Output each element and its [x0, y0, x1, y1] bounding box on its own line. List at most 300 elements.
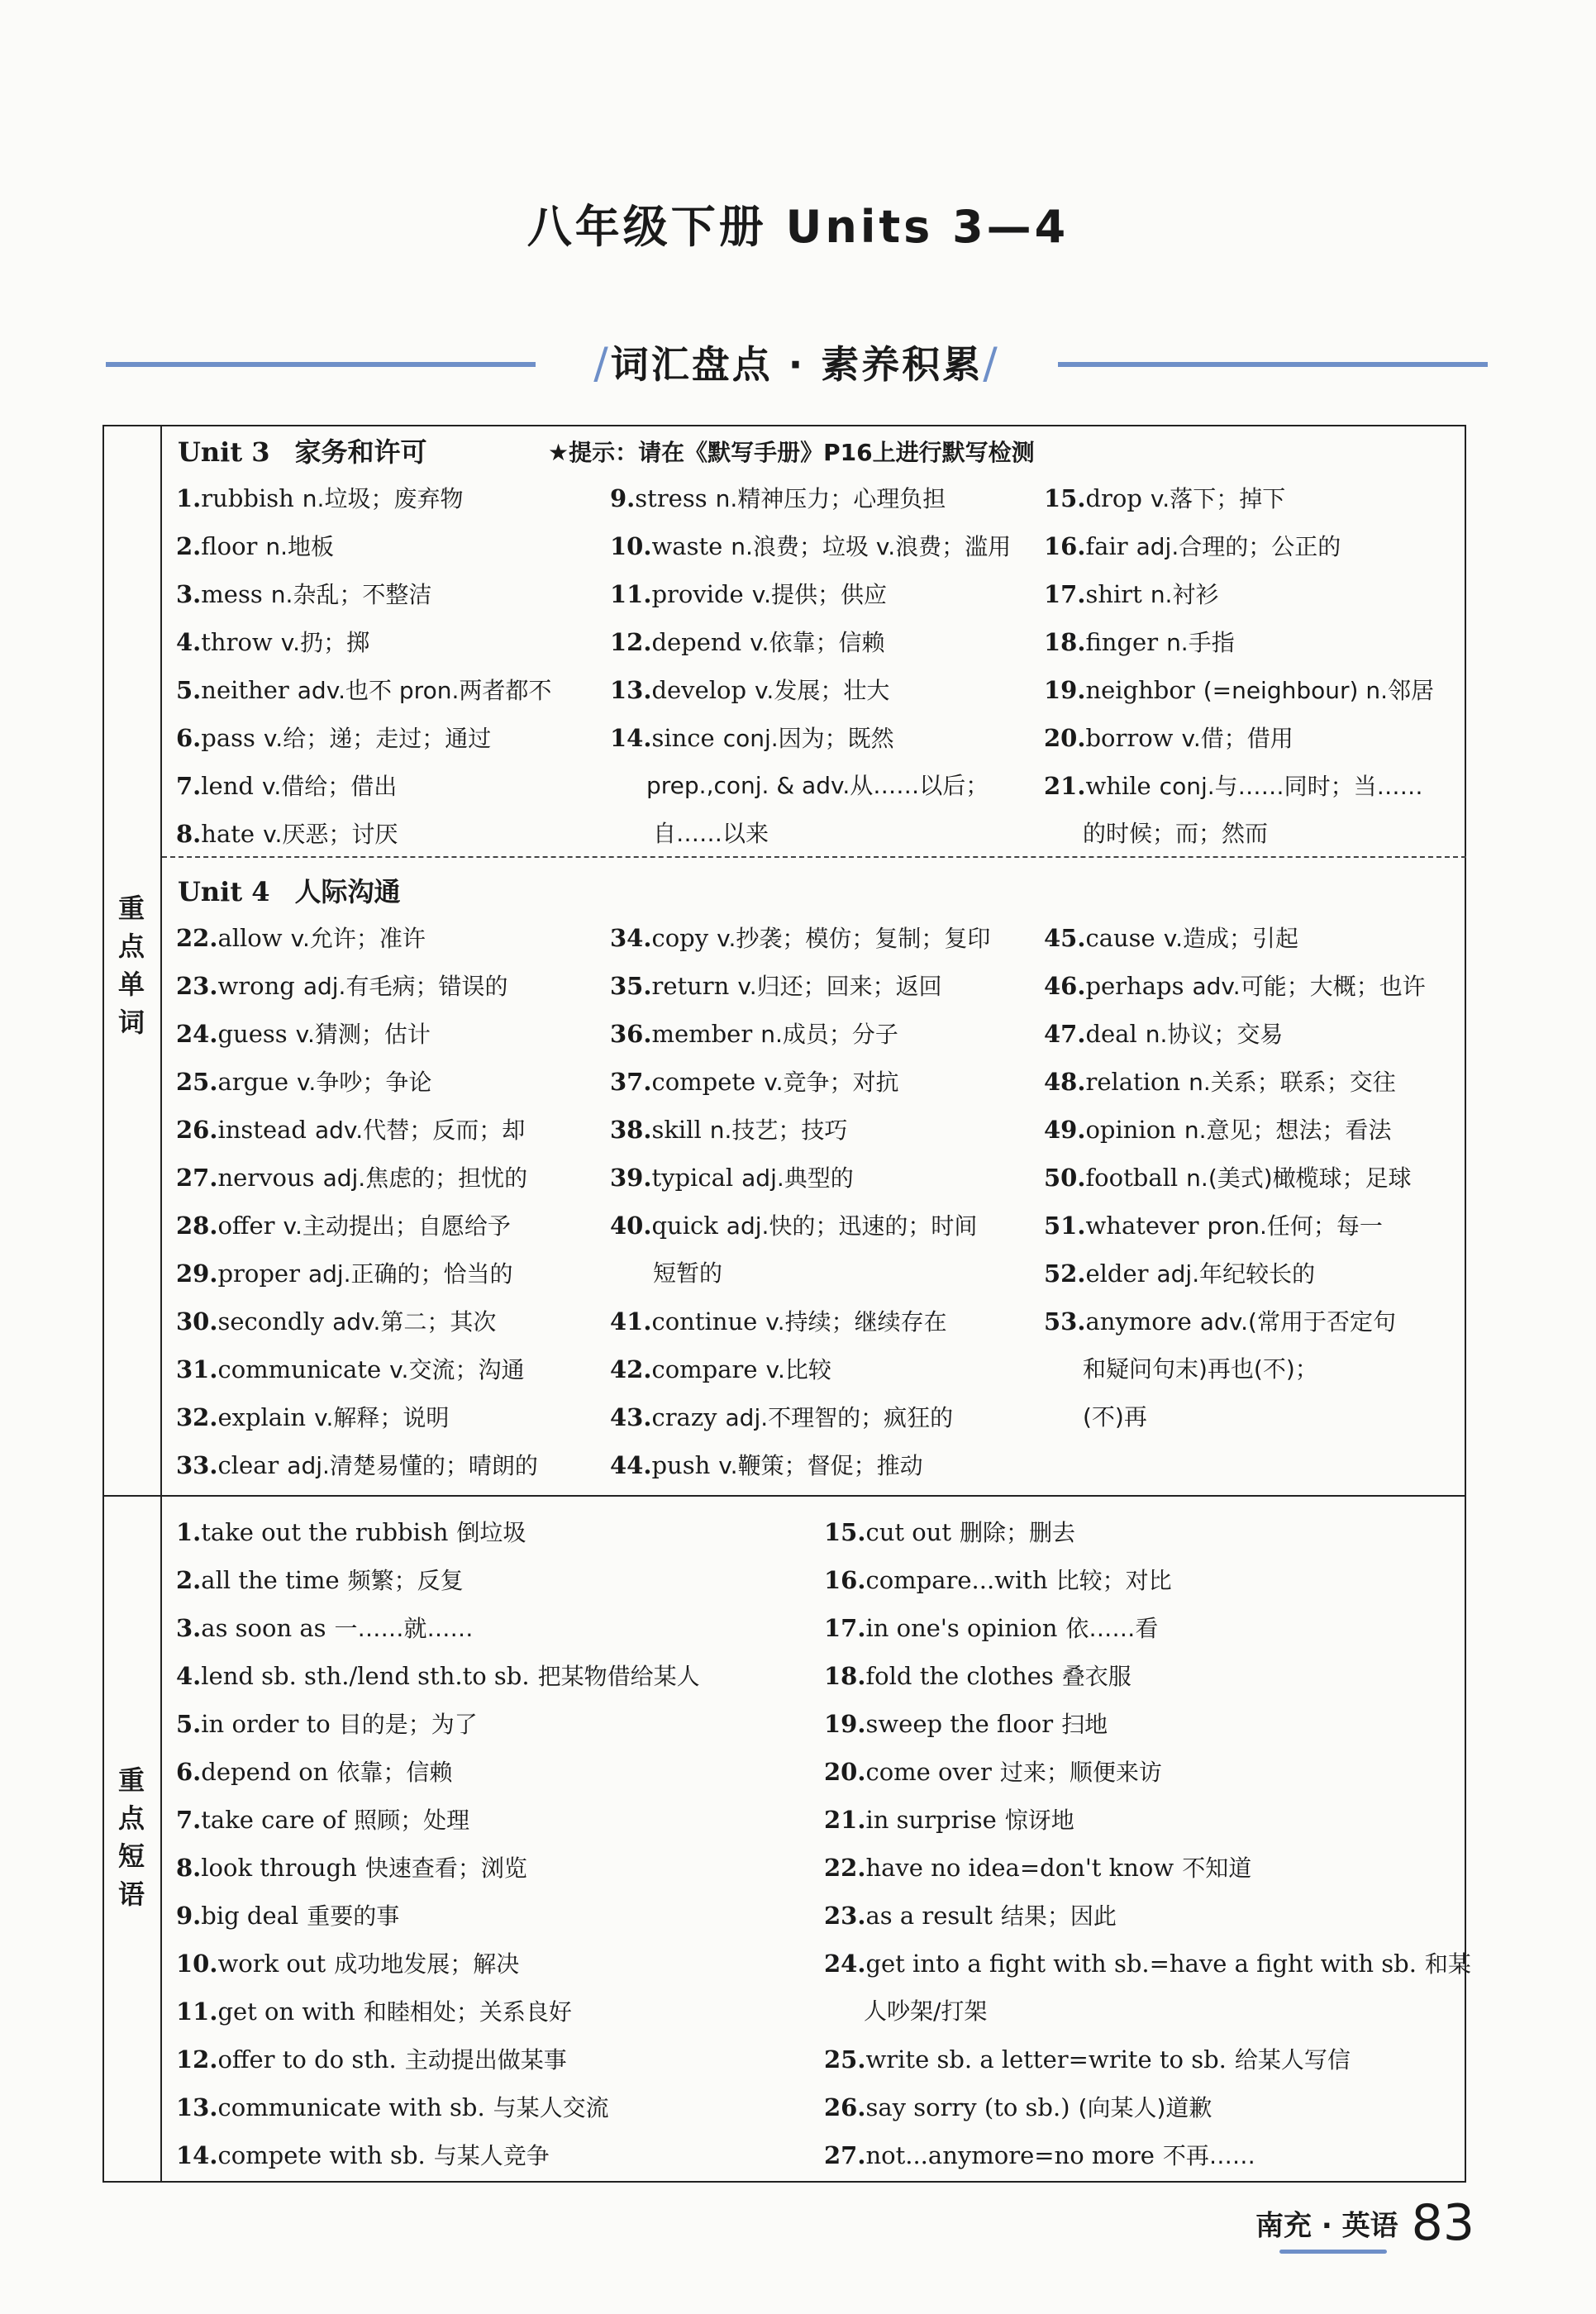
- entry-term: waste: [651, 532, 723, 560]
- entry-term: push: [651, 1451, 711, 1479]
- entry-item: [176, 618, 369, 667]
- entry-item: [176, 1844, 527, 1893]
- entry-continuation: 的时候；而；然而: [1083, 820, 1269, 847]
- entry-number: 26.: [824, 2093, 866, 2121]
- entry-definition: 快速查看；浏览: [364, 1855, 527, 1882]
- entry-definition: 惊讶地: [1004, 1807, 1074, 1834]
- entry-term: relation: [1085, 1068, 1181, 1096]
- entry-term: continue: [651, 1307, 758, 1336]
- entry-number: 19.: [1044, 676, 1086, 704]
- entry-number: 37.: [610, 1068, 652, 1096]
- entry-definition: adv.(常用于否定句: [1199, 1308, 1396, 1336]
- entry-item: [824, 1748, 1162, 1797]
- entry-definition: v.猜测；估计: [295, 1021, 431, 1048]
- entry-number: 50.: [1044, 1164, 1086, 1192]
- entry-term: offer: [217, 1212, 275, 1240]
- entry-term: get into a fight with sb.=have a fight with sb.: [865, 1950, 1417, 1978]
- entry-number: 27.: [824, 2141, 866, 2169]
- entry-definition: adj.快的；迅速的；时间: [726, 1212, 978, 1240]
- entry-item: [610, 714, 894, 763]
- entry-number: 12.: [610, 628, 652, 656]
- entry-number: 46.: [1044, 972, 1086, 1000]
- entry-number: 2.: [176, 1566, 202, 1594]
- entry-term: nervous: [217, 1164, 315, 1192]
- entry-term: neighbor: [1085, 676, 1195, 704]
- entry-item: [176, 2083, 609, 2132]
- entry-number: 11.: [176, 1997, 218, 2026]
- entry-item: [824, 2131, 1255, 2180]
- entry-definition: 频繁；反复: [347, 1567, 464, 1594]
- entry-item: [824, 1844, 1251, 1893]
- entry-item: [1044, 570, 1218, 619]
- entry-definition: v.主动提出；自愿给予: [283, 1212, 511, 1240]
- entry-item: [1044, 1202, 1383, 1250]
- entry-number: 44.: [610, 1451, 652, 1479]
- entry-number: 49.: [1044, 1116, 1086, 1144]
- entry-number: 14.: [176, 2141, 218, 2169]
- entry-number: 41.: [610, 1307, 652, 1336]
- entry-item: [1044, 962, 1426, 1011]
- entry-definition: v.发展；壮大: [755, 677, 890, 704]
- entry-definition: v.提供；供应: [751, 581, 888, 608]
- entry-item: [176, 1058, 431, 1107]
- entry-continuation: prep.,conj. & adv.从……以后；: [646, 772, 989, 799]
- entry-number: 48.: [1044, 1068, 1086, 1096]
- entry-term: elder: [1085, 1259, 1149, 1288]
- entry-definition: adj.典型的: [741, 1164, 854, 1192]
- entry-term: argue: [217, 1068, 289, 1096]
- entry-item: [176, 1508, 526, 1557]
- entry-definition: adj.焦虑的；担忧的: [322, 1164, 528, 1192]
- entry-term: perhaps: [1085, 972, 1184, 1000]
- entry-definition: n.精神压力；心理负担: [715, 485, 946, 512]
- entry-number: 15.: [1044, 484, 1086, 512]
- entry-definition: 叠衣服: [1061, 1663, 1131, 1690]
- entry-item: [176, 1652, 700, 1701]
- entry-definition: adj.清楚易懂的；晴朗的: [287, 1452, 538, 1479]
- entry-term: shirt: [1085, 580, 1142, 608]
- entry-number: 15.: [824, 1518, 866, 1546]
- entry-definition: v.竞争；对抗: [764, 1069, 899, 1096]
- entry-number: 18.: [1044, 628, 1086, 656]
- entry-number: 29.: [176, 1259, 218, 1288]
- entry-definition: adj.有毛病；错误的: [303, 973, 508, 1000]
- entry-number: 42.: [610, 1355, 652, 1383]
- entry-item: [824, 2083, 1212, 2132]
- entry-number: 11.: [610, 580, 652, 608]
- entry-item: [610, 1154, 854, 1202]
- banner-title: 词汇盘点 · 素养积累: [610, 342, 984, 387]
- entry-number: 17.: [824, 1614, 866, 1642]
- entry-item: [176, 1441, 538, 1490]
- entry-term: communicate with sb.: [217, 2093, 485, 2121]
- entry-number: 23.: [176, 972, 218, 1000]
- entry-term: look through: [201, 1854, 357, 1882]
- entry-number: 9.: [176, 1902, 202, 1930]
- entry-number: 25.: [824, 2045, 866, 2074]
- entry-term: typical: [651, 1164, 734, 1192]
- entry-definition: n.技艺；技巧: [709, 1117, 848, 1144]
- entry-term: compete with sb.: [217, 2141, 426, 2169]
- entry-definition: v.争吵；争论: [297, 1069, 432, 1096]
- entry-definition: v.交流；沟通: [389, 1356, 525, 1383]
- entry-definition: 不知道: [1182, 1855, 1252, 1882]
- entry-term: stress: [635, 484, 707, 512]
- entry-definition: n.垃圾；废弃物: [302, 485, 464, 512]
- entry-definition: adj.合理的；公正的: [1136, 533, 1341, 560]
- entry-number: 31.: [176, 1355, 218, 1383]
- entry-term: big deal: [201, 1902, 299, 1930]
- entry-term: communicate: [217, 1355, 382, 1383]
- entry-number: 20.: [824, 1758, 866, 1786]
- entry-number: 3.: [176, 580, 202, 608]
- entry-item: [176, 522, 334, 571]
- entry-definition: v.借给；借出: [261, 773, 398, 800]
- entry-number: 45.: [1044, 924, 1086, 952]
- entry-item: [176, 962, 507, 1011]
- entry-term: whatever: [1085, 1212, 1199, 1240]
- page-number: 83: [1411, 2194, 1475, 2252]
- entry-number: 17.: [1044, 580, 1086, 608]
- entry-term: work out: [217, 1950, 326, 1978]
- entry-number: 5.: [176, 1710, 202, 1738]
- entry-item: [610, 570, 887, 619]
- entry-item: [610, 474, 946, 523]
- entry-item: [1044, 666, 1434, 715]
- entry-term: sweep the floor: [865, 1710, 1054, 1738]
- entry-definition: adv.第二；其次: [332, 1308, 497, 1336]
- entry-definition: 重要的事: [307, 1902, 400, 1930]
- entry-definition: 和睦相处；关系良好: [363, 1998, 572, 2026]
- entry-term: quick: [651, 1212, 718, 1240]
- entry-definition: n.协议；交易: [1145, 1021, 1284, 1048]
- entry-definition: 与某人竞争: [433, 2142, 550, 2169]
- entry-definition: v.抄袭；模仿；复制；复印: [717, 925, 991, 952]
- entry-definition: 过来；顺便来访: [999, 1759, 1162, 1786]
- footer-book-name: 南充 · 英语: [1255, 2209, 1398, 2243]
- entry-item: [1044, 1297, 1396, 1346]
- entry-definition: v.比较: [765, 1356, 831, 1383]
- entry-term: allow: [217, 924, 283, 952]
- entry-term: in one's opinion: [865, 1614, 1058, 1642]
- entry-number: 27.: [176, 1164, 218, 1192]
- page-title: 八年级下册 Units 3—4: [526, 201, 1070, 253]
- entry-number: 6.: [176, 724, 202, 752]
- entry-definition: 与某人交流: [493, 2094, 609, 2121]
- entry-term: while: [1085, 772, 1151, 800]
- entry-continuation: 人吵架/打架: [864, 1997, 988, 2025]
- entry-item: [176, 1604, 474, 1653]
- entry-item: [610, 1010, 898, 1059]
- entry-item: [610, 618, 884, 667]
- entry-number: 9.: [610, 484, 636, 512]
- entry-item: [176, 1700, 478, 1749]
- entry-item: [610, 1058, 899, 1107]
- entry-item: [1044, 1250, 1315, 1298]
- entry-item: [610, 1441, 923, 1490]
- entry-number: 24.: [824, 1950, 866, 1978]
- entry-number: 10.: [610, 532, 652, 560]
- entry-number: 3.: [176, 1614, 202, 1642]
- banner-line-right: [1058, 362, 1488, 367]
- entry-item: [176, 1393, 449, 1442]
- entry-item: [610, 1393, 953, 1442]
- entry-term: rubbish: [201, 484, 294, 512]
- entry-number: 51.: [1044, 1212, 1086, 1240]
- entry-number: 21.: [1044, 772, 1086, 800]
- footer-underline: [1279, 2250, 1387, 2254]
- entry-term: deal: [1085, 1020, 1137, 1048]
- entry-definition: n.地板: [265, 533, 335, 560]
- entry-item: [1044, 714, 1293, 763]
- entry-number: 20.: [1044, 724, 1086, 752]
- entry-item: [610, 522, 1011, 571]
- entry-number: 10.: [176, 1950, 218, 1978]
- entry-definition: (向某人)道歉: [1078, 2094, 1212, 2121]
- entry-definition: conj.因为；既然: [722, 725, 894, 752]
- entry-item: [176, 1250, 513, 1298]
- entry-number: 36.: [610, 1020, 652, 1048]
- entry-item: [824, 1508, 1075, 1557]
- entry-item: [176, 666, 551, 715]
- entry-term: hate: [201, 820, 255, 848]
- entry-term: come over: [865, 1758, 992, 1786]
- entry-definition: 依……看: [1065, 1615, 1159, 1642]
- entry-number: 8.: [176, 820, 202, 848]
- entry-item: [610, 962, 942, 1011]
- entry-number: 4.: [176, 628, 202, 656]
- entry-term: explain: [217, 1403, 307, 1431]
- entry-number: 13.: [176, 2093, 218, 2121]
- entry-item: [824, 1604, 1158, 1653]
- entry-term: neither: [201, 676, 289, 704]
- entry-definition: 结果；因此: [1000, 1902, 1117, 1930]
- entry-item: [610, 1297, 947, 1346]
- entry-item: [176, 2035, 567, 2084]
- entry-term: mess: [201, 580, 263, 608]
- entry-item: [176, 474, 463, 523]
- entry-definition: v.借；借用: [1181, 725, 1293, 752]
- entry-term: fair: [1085, 532, 1128, 560]
- side-label-phrases: 重点短语: [117, 1764, 145, 1910]
- entry-number: 35.: [610, 972, 652, 1000]
- entry-number: 47.: [1044, 1020, 1086, 1048]
- entry-number: 38.: [610, 1116, 652, 1144]
- entry-term: lend: [201, 772, 254, 800]
- entry-term: write sb. a letter=write to sb.: [865, 2045, 1227, 2074]
- entry-item: [176, 1796, 469, 1845]
- entry-term: offer to do sth.: [217, 2045, 397, 2074]
- entry-definition: n.衬衫: [1150, 581, 1219, 608]
- entry-item: [176, 1106, 525, 1155]
- entry-item: [176, 1202, 511, 1250]
- entry-number: 39.: [610, 1164, 652, 1192]
- entry-definition: adj.正确的；恰当的: [307, 1260, 513, 1288]
- entry-number: 22.: [824, 1854, 866, 1882]
- entry-number: 12.: [176, 2045, 218, 2074]
- entry-term: member: [651, 1020, 753, 1048]
- entry-item: [610, 1345, 831, 1394]
- entry-number: 33.: [176, 1451, 218, 1479]
- entry-item: [176, 1010, 431, 1059]
- entry-term: guess: [217, 1020, 288, 1048]
- entry-term: compare: [651, 1355, 758, 1383]
- entry-number: 5.: [176, 676, 202, 704]
- entry-continuation: 自……以来: [653, 820, 769, 847]
- entry-term: finger: [1085, 628, 1159, 656]
- entry-definition: v.给；递；走过；通过: [263, 725, 492, 752]
- entry-term: all the time: [201, 1566, 340, 1594]
- entry-term: depend on: [201, 1758, 329, 1786]
- entry-definition: 倒垃圾: [456, 1519, 526, 1546]
- entry-item: [1044, 522, 1341, 571]
- entry-item: [1044, 1106, 1392, 1155]
- entry-term: say sorry (to sb.): [865, 2093, 1070, 2121]
- entry-term: crazy: [651, 1403, 717, 1431]
- entry-term: anymore: [1085, 1307, 1192, 1336]
- entry-item: [1044, 474, 1285, 523]
- entry-definition: n.关系；联系；交往: [1189, 1069, 1396, 1096]
- entry-number: 53.: [1044, 1307, 1086, 1336]
- entry-item: [176, 810, 398, 859]
- entry-term: develop: [651, 676, 747, 704]
- entry-definition: n.(美式)橄榄球；足球: [1186, 1164, 1412, 1192]
- unit3-title: Unit 3: [178, 436, 270, 468]
- entry-item: [1044, 1010, 1283, 1059]
- entry-number: 52.: [1044, 1259, 1086, 1288]
- entry-item: [176, 1345, 524, 1394]
- unit4-heading: [178, 871, 401, 909]
- entry-item: [610, 1106, 847, 1155]
- entry-number: 14.: [610, 724, 652, 752]
- entry-term: wrong: [217, 972, 295, 1000]
- entry-term: get on with: [217, 1997, 355, 2026]
- entry-definition: adj.年纪较长的: [1156, 1260, 1316, 1288]
- entry-item: [824, 2035, 1351, 2084]
- entry-definition: adj.不理智的；疯狂的: [725, 1404, 954, 1431]
- entry-item: [176, 714, 491, 763]
- entry-term: copy: [651, 924, 709, 952]
- entry-item: [824, 1796, 1074, 1845]
- section-divider: [102, 1495, 1466, 1497]
- entry-term: as soon as: [201, 1614, 326, 1642]
- entry-definition: 照顾；处理: [354, 1807, 470, 1834]
- side-label-words: 重点单词: [117, 893, 145, 1038]
- entry-definition: conj.与……同时；当……: [1159, 773, 1423, 800]
- entry-number: 28.: [176, 1212, 218, 1240]
- unit3-topic: 家务和许可: [294, 436, 427, 468]
- entry-number: 25.: [176, 1068, 218, 1096]
- entry-number: 2.: [176, 532, 202, 560]
- entry-number: 34.: [610, 924, 652, 952]
- entry-item: [176, 1940, 519, 1988]
- entry-definition: n.成员；分子: [760, 1021, 898, 1048]
- entry-definition: n.杂乱；不整洁: [270, 581, 432, 608]
- entry-definition: 给某人写信: [1234, 2046, 1351, 2074]
- entry-number: 19.: [824, 1710, 866, 1738]
- entry-term: compete: [651, 1068, 756, 1096]
- footer: [1255, 2194, 1475, 2252]
- entry-item: [176, 1297, 496, 1346]
- entry-item: [176, 1154, 527, 1202]
- entry-term: throw: [201, 628, 273, 656]
- entry-number: 21.: [824, 1806, 866, 1834]
- entry-number: 43.: [610, 1403, 652, 1431]
- entry-term: drop: [1085, 484, 1142, 512]
- entry-term: return: [651, 972, 730, 1000]
- entry-definition: v.持续；继续存在: [765, 1308, 947, 1336]
- entry-definition: v.鞭策；督促；推动: [718, 1452, 923, 1479]
- entry-number: 30.: [176, 1307, 218, 1336]
- entry-definition: adv.也不 pron.两者都不: [297, 677, 552, 704]
- entry-term: compare...with: [865, 1566, 1048, 1594]
- entry-term: proper: [217, 1259, 300, 1288]
- entry-item: [824, 1700, 1108, 1749]
- entry-definition: v.厌恶；讨厌: [263, 821, 398, 848]
- entry-continuation: (不)再: [1083, 1403, 1147, 1431]
- entry-item: [610, 914, 990, 963]
- entry-term: as a result: [865, 1902, 993, 1930]
- entry-definition: 把某物借给某人: [537, 1663, 700, 1690]
- entry-term: pass: [201, 724, 255, 752]
- entry-definition: adv.可能；大概；也许: [1192, 973, 1426, 1000]
- entry-term: in surprise: [865, 1806, 997, 1834]
- entry-item: [176, 1556, 464, 1605]
- entry-number: 4.: [176, 1662, 202, 1690]
- entry-definition: v.解释；说明: [314, 1404, 450, 1431]
- entry-item: [610, 666, 889, 715]
- entry-term: football: [1085, 1164, 1179, 1192]
- section-banner: /词汇盘点 · 素养积累/: [106, 335, 1488, 393]
- entry-number: 1.: [176, 484, 202, 512]
- entry-number: 18.: [824, 1662, 866, 1690]
- entry-term: borrow: [1085, 724, 1174, 752]
- entry-term: cause: [1085, 924, 1155, 952]
- entry-definition: v.归还；回来；返回: [737, 973, 942, 1000]
- entry-definition: 不再……: [1162, 2142, 1255, 2169]
- entry-number: 7.: [176, 772, 202, 800]
- entry-definition: (=neighbour) n.邻居: [1203, 677, 1434, 704]
- entry-definition: v.落下；掉下: [1150, 485, 1286, 512]
- entry-term: take out the rubbish: [201, 1518, 449, 1546]
- entry-number: 26.: [176, 1116, 218, 1144]
- entry-term: fold the clothes: [865, 1662, 1054, 1690]
- entry-definition: n.意见；想法；看法: [1184, 1117, 1392, 1144]
- entry-definition: v.扔；掷: [280, 629, 370, 656]
- entry-continuation: 和疑问句末)再也(不)；: [1083, 1355, 1318, 1383]
- entry-item: [176, 2131, 550, 2180]
- entry-definition: 和某: [1424, 1950, 1471, 1978]
- entry-item: [176, 1988, 572, 2036]
- entry-item: [1044, 1058, 1396, 1107]
- entry-item: [824, 1892, 1117, 1940]
- entry-definition: 扫地: [1061, 1711, 1108, 1738]
- entry-definition: n.浪费；垃圾 v.浪费；滥用: [731, 533, 1012, 560]
- entry-term: have no idea=don't know: [865, 1854, 1174, 1882]
- entry-definition: v.允许；准许: [290, 925, 426, 952]
- entry-definition: 主动提出做某事: [404, 2046, 567, 2074]
- entry-term: floor: [201, 532, 258, 560]
- dictation-hint: ★提示：请在《默写手册》P16上进行默写检测: [548, 439, 1035, 466]
- side-column-phrases: [102, 1497, 162, 2181]
- entry-term: opinion: [1085, 1116, 1176, 1144]
- entry-item: [824, 1652, 1131, 1701]
- entry-definition: v.造成；引起: [1163, 925, 1299, 952]
- entry-definition: 比较；对比: [1055, 1567, 1172, 1594]
- unit3-heading: [178, 431, 427, 469]
- unit4-title: Unit 4: [178, 876, 270, 907]
- entry-term: lend sb. sth./lend sth.to sb.: [201, 1662, 530, 1690]
